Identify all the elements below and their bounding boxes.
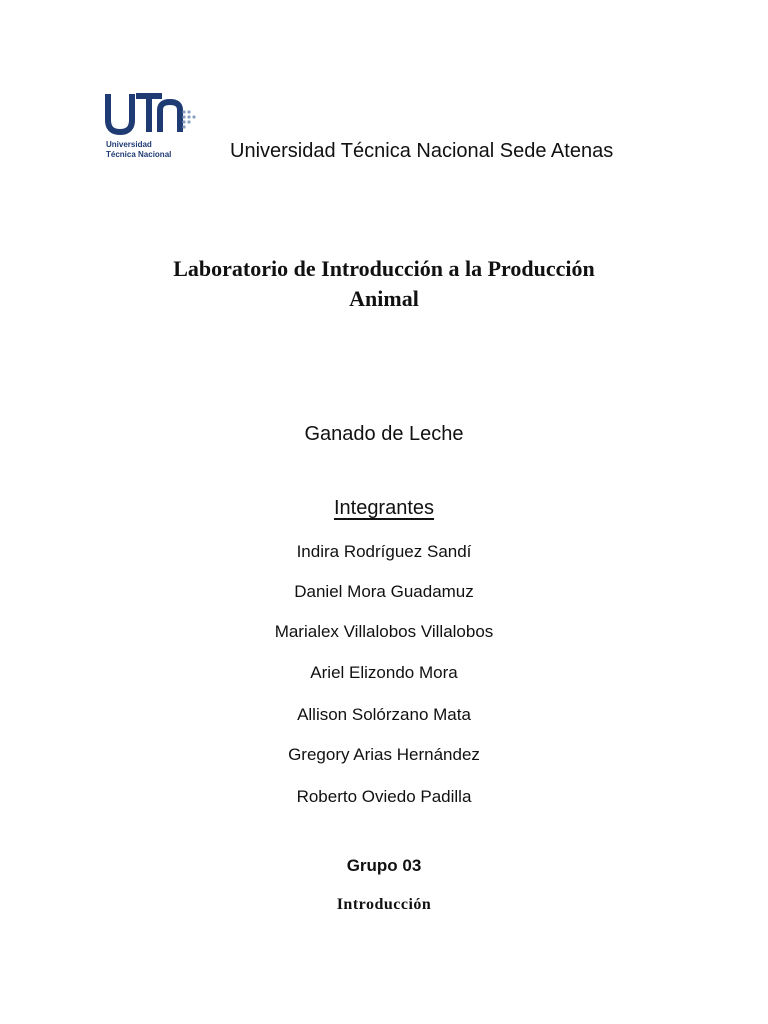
member-name: Daniel Mora Guadamuz (294, 582, 474, 601)
logo-caption-line2: Técnica Nacional (106, 150, 172, 159)
group-label: Grupo 03 (346, 856, 422, 875)
section-heading: Introducción (336, 896, 432, 913)
member-name: Gregory Arias Hernández (288, 745, 480, 764)
utn-logo (104, 88, 196, 162)
logo-caption-line1: Universidad (106, 140, 152, 149)
members-heading: Integrantes (333, 497, 435, 519)
university-name: Universidad Técnica Nacional Sede Atenas (230, 140, 614, 162)
document-title-line1: Laboratorio de Introducción a la Producción (173, 256, 595, 281)
member-name: Marialex Villalobos Villalobos (274, 622, 494, 641)
member-name: Ariel Elizondo Mora (310, 663, 458, 682)
member-name: Allison Solórzano Mata (297, 705, 471, 724)
logo-caption (106, 140, 171, 160)
document-title (100, 254, 668, 314)
member-name: Indira Rodríguez Sandí (296, 542, 472, 561)
topic: Ganado de Leche (304, 423, 464, 445)
document-title-line2: Animal (349, 286, 419, 311)
member-name: Roberto Oviedo Padilla (296, 787, 472, 806)
utn-logo-mark (104, 88, 196, 140)
